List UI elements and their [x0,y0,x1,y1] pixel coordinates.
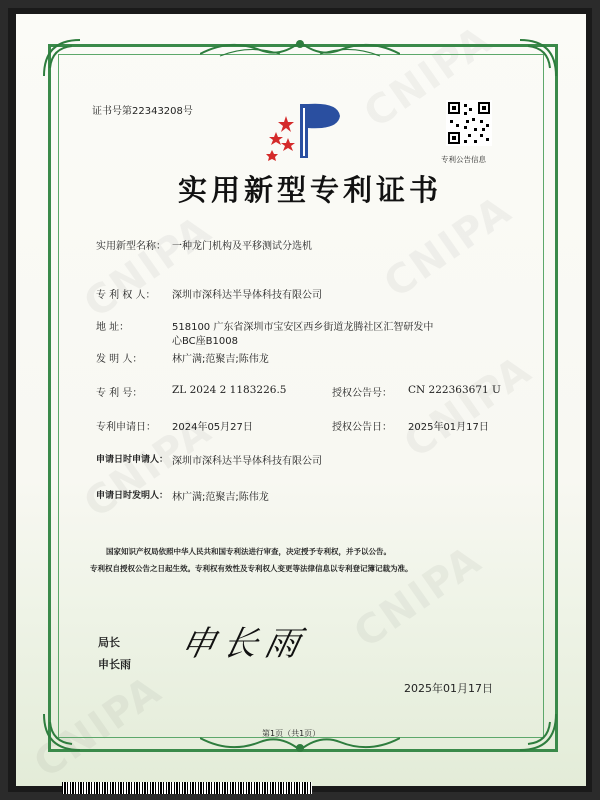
qr-code [446,100,492,146]
field-value-owner: 深圳市深科达半导体科技有限公司 [172,290,322,301]
field-label-address: 地 址： [96,322,130,333]
field-label-inventor: 发 明 人： [96,354,143,365]
director-name: 申长雨 [98,658,131,671]
notice-line-1: 国家知识产权局依照中华人民共和国专利法进行审查，决定授予专利权，并予以公告。 [106,547,391,556]
field-label-owner: 专 利 权 人： [96,290,156,301]
issue-date: 2025年01月17日 [404,682,493,695]
applicant-value: 深圳市深科达半导体科技有限公司 [172,456,322,467]
applicant-label: 申请日时申请人： [96,455,169,465]
grant-number: CN 222363671 U [408,384,501,396]
grant-date-label: 授权公告日： [332,422,392,433]
handwritten-signature: 申长雨 [177,624,312,664]
apply-date: 2024年05月27日 [172,422,253,433]
cnipa-logo [258,98,348,168]
patent-number: ZL 2024 2 1183226.5 [172,384,287,396]
inventor-at-filing-label: 申请日时发明人： [96,491,169,501]
director-title: 局长 [98,636,120,649]
field-value-inventor: 林广满;范聚吉;陈伟龙 [172,354,269,365]
corner-ornament [518,712,558,752]
field-value-name: 一种龙门机构及平移测试分选机 [172,241,312,252]
qr-caption: 专利公告信息 [441,155,486,164]
inventor-at-filing-value: 林广满;范聚吉;陈伟龙 [172,492,269,503]
patent-number-label: 专 利 号： [96,388,143,399]
grant-date: 2025年01月17日 [408,422,489,433]
certificate-number: 证书号第22343208号 [92,106,193,117]
top-ornament [200,34,400,62]
grant-number-label: 授权公告号： [332,388,392,399]
field-value-address: 518100 广东省深圳市宝安区西乡街道龙腾社区汇智研发中 [172,322,434,333]
field-value-address-line2: 心BC座B1008 [172,336,238,347]
apply-date-label: 专利申请日： [96,422,156,433]
page-title: 实用新型专利证书 [178,173,443,207]
corner-ornament [42,712,82,752]
field-label-name: 实用新型名称： [96,241,166,252]
page-info: 第1页（共1页） [262,729,321,738]
corner-ornament [518,38,558,78]
corner-ornament [42,38,82,78]
notice-line-2: 专利权自授权公告之日起生效。专利权有效性及专利权人变更等法律信息以专利登记簿记载为准。 [90,564,413,573]
barcode [62,782,312,794]
